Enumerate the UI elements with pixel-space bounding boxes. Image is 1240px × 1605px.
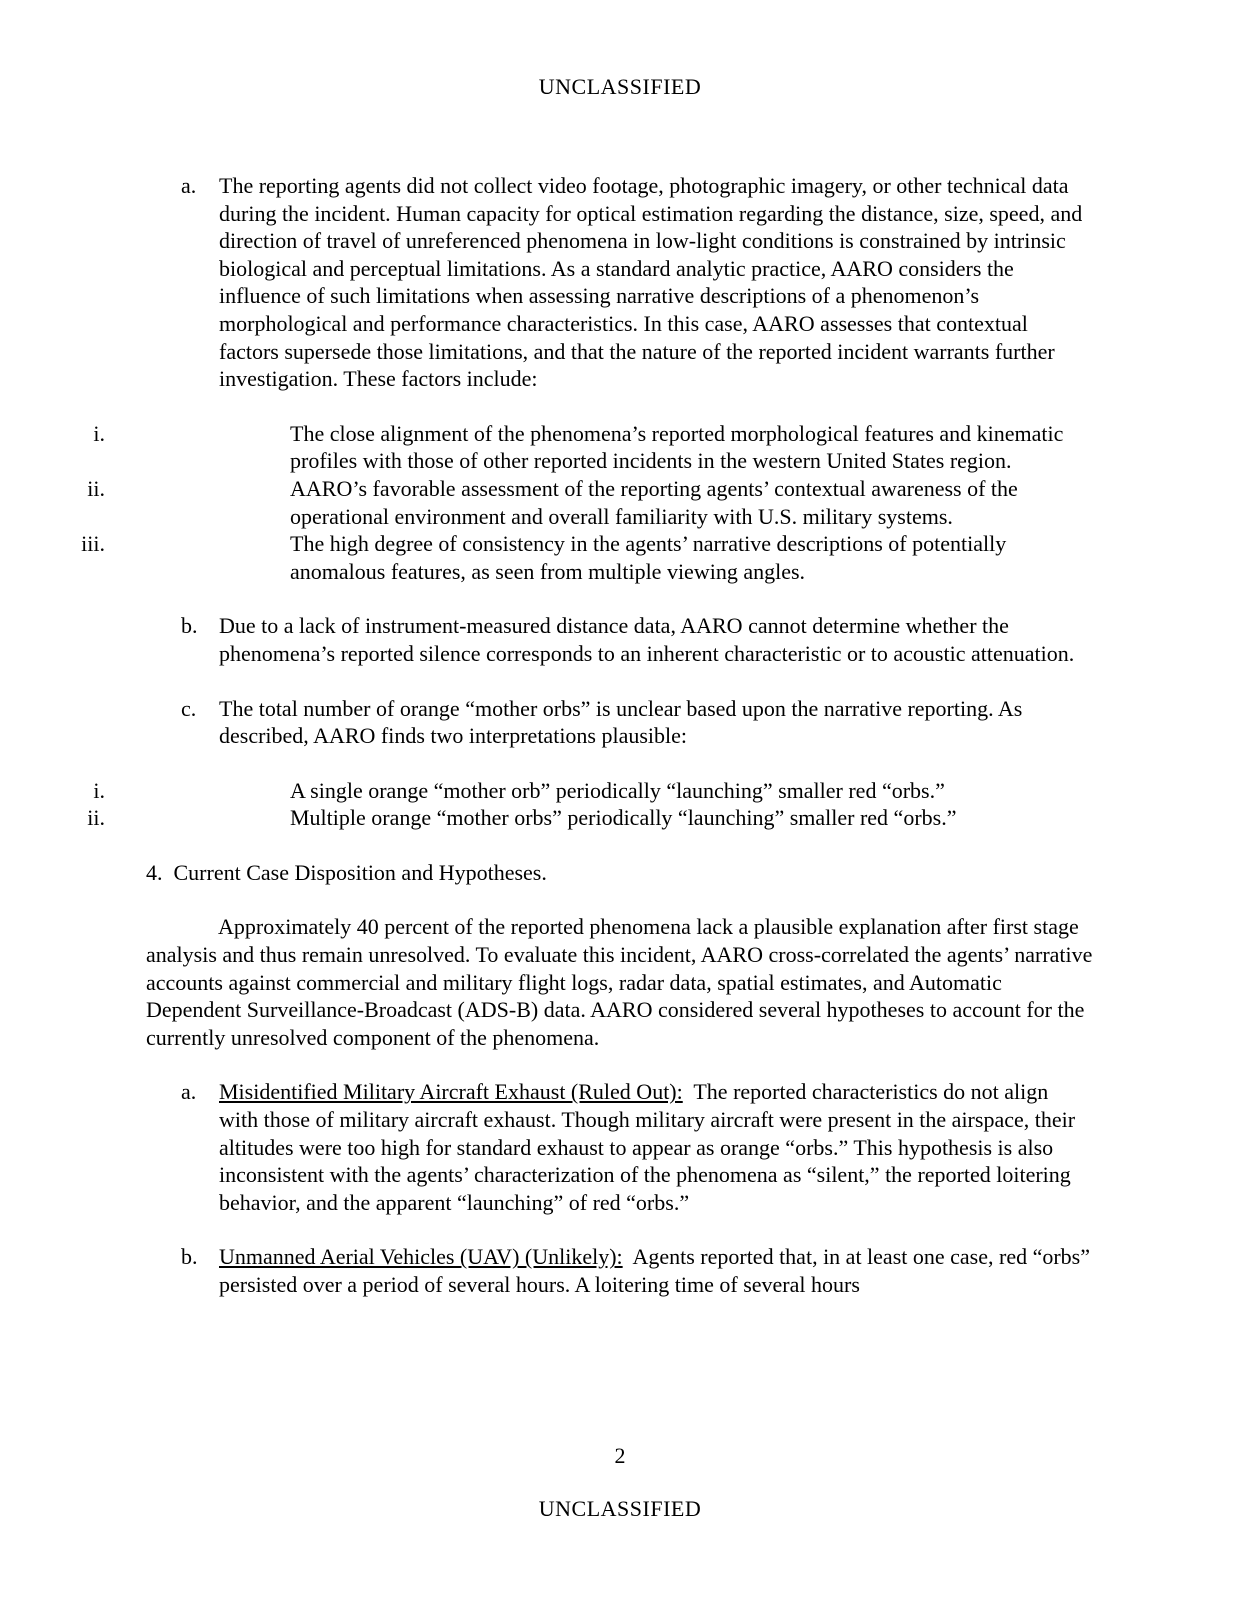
sub-item-c-i [0, 777, 1092, 805]
hypothesis-text: The reported characteristics do not align with those of military aircraft exhaust. Though military aircraft were present in the airspace, their altitudes were too high for standard exhaust to appear as orange “orbs.” This hypothesis is also inconsistent with the agents’ characterization of the phenomena as “silent,” the reported loitering behavior, and the apparent “launching” of red “orbs.” [219, 1079, 1076, 1215]
hypothesis-item-b [0, 1243, 1092, 1298]
sub-item-a-ii [0, 475, 1092, 530]
item-text: The total number of orange “mother orbs” is unclear based upon the narrative reporting. As described, AARO finds two interpretations plausible: [219, 695, 1023, 749]
sub-list-c [0, 777, 1240, 832]
item-marker: a. [181, 1079, 197, 1105]
item-marker: b. [181, 613, 198, 639]
sub-item-a-iii [0, 530, 1092, 585]
document-body [0, 172, 1240, 1299]
list-item-c [0, 695, 1092, 750]
sub-item-text: A single orange “mother orb” periodically “launching” smaller red “orbs.” [290, 777, 945, 803]
item-marker: c. [181, 695, 197, 721]
sub-item-marker: i. [93, 777, 105, 803]
item-text: Due to a lack of instrument-measured distance data, AARO cannot determine whether the phenomena’s reported silence corresponds to an inherent characteristic or to acoustic attenuation. [219, 613, 1075, 666]
sub-item-marker: ii. [87, 475, 105, 501]
header-classification: UNCLASSIFIED [538, 74, 702, 99]
section-paragraph: Approximately 40 percent of the reported phenomena lack a plausible explanation after first stage analysis and thus remain unresolved. To evaluate this incident, AARO cross-correlated the agents’ narrative accounts against commercial and military flight logs, radar data, spatial estimates, and Automatic Dependent Surveillance-Broadcast (ADS-B) data. AARO considered several hypotheses to account for the currently unresolved component of the phenomena. [146, 914, 1093, 1050]
sub-item-marker: iii. [81, 531, 105, 557]
item-text: The reporting agents did not collect video footage, photographic imagery, or other technical data during the incident. Human capacity for optical estimation regarding the distance, size, speed, and direction of travel of unreferenced phenomena in low-light conditions is constrained by intrinsic biological and perceptual limitations. As a standard analytic practice, AARO considers the influence of such limitations when assessing narrative descriptions of a phenomenon’s morphological and performance characteristics. In this case, AARO assesses that contextual factors supersede those limitations, and that the nature of the reported incident warrants further investigation. These factors include: [219, 173, 1083, 392]
sub-item-marker: ii. [87, 805, 105, 831]
list-item-a [0, 172, 1092, 393]
sub-item-text: AARO’s favorable assessment of the reporting agents’ contextual awareness of the operational environment and overall familiarity with U.S. military systems. [290, 475, 1018, 529]
page-number: 2 [614, 1443, 626, 1468]
section-number: 4. [146, 859, 163, 885]
sub-item-text: The high degree of consistency in the agents’ narrative descriptions of potentially anomalous features, as seen from multiple viewing angles. [290, 531, 1007, 584]
sub-item-marker: i. [93, 420, 105, 446]
sub-item-a-i [0, 420, 1092, 475]
footer-classification: UNCLASSIFIED [538, 1496, 702, 1521]
list-item-b [0, 612, 1092, 667]
hypothesis-item-a [0, 1078, 1092, 1216]
section-heading [0, 859, 1240, 887]
sub-item-text: Multiple orange “mother orbs” periodically “launching” smaller red “orbs.” [290, 805, 957, 831]
sub-item-text: The close alignment of the phenomena’s reported morphological features and kinematic profiles with those of other reported incidents in the western United States region. [290, 420, 1064, 474]
sub-item-c-ii [0, 804, 1092, 832]
hypothesis-label: Unmanned Aerial Vehicles (UAV) (Unlikely): [219, 1244, 623, 1270]
sub-list-a [0, 420, 1240, 586]
item-marker: a. [181, 173, 197, 198]
item-marker: b. [181, 1244, 198, 1270]
hypothesis-text: Agents reported that, in at least one case, red “orbs” persisted over a period of several hours. A loitering time of several hours [219, 1244, 1090, 1297]
hypothesis-label: Misidentified Military Aircraft Exhaust (Ruled Out): [219, 1079, 683, 1105]
section-title: Current Case Disposition and Hypotheses. [173, 859, 547, 885]
